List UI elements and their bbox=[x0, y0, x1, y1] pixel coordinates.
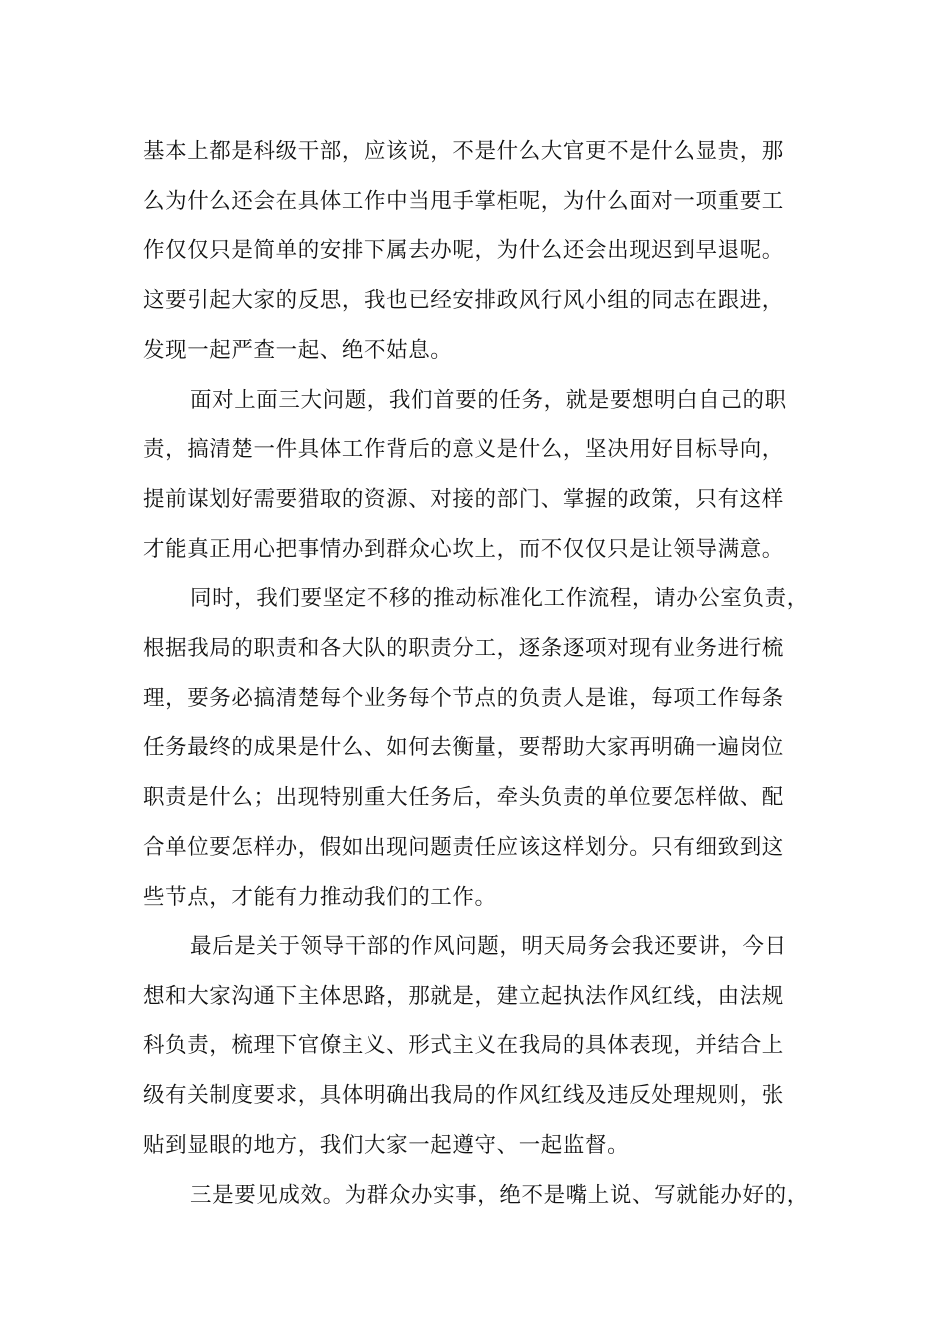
text-line: 基本上都是科级干部，应该说，不是什么大官更不是什么显贵，那 bbox=[143, 139, 784, 164]
text-line: 职责是什么；出现特别重大任务后，牵头负责的单位要怎样做、配 bbox=[143, 785, 784, 810]
text-line: 才能真正用心把事情办到群众心坎上，而不仅仅只是让领导满意。 bbox=[143, 537, 784, 562]
text-line: 合单位要怎样办，假如出现问题责任应该这样划分。只有细致到这 bbox=[143, 835, 784, 860]
text-line: 根据我局的职责和各大队的职责分工，逐条逐项对现有业务进行梳 bbox=[143, 636, 784, 661]
text-line: 贴到显眼的地方，我们大家一起遵守、一起监督。 bbox=[143, 1133, 630, 1158]
text-line: 责，搞清楚一件具体工作背后的意义是什么，坚决用好目标导向， bbox=[143, 437, 784, 462]
paragraph-first-line: 最后是关于领导干部的作风问题，明天局务会我还要讲，今日 bbox=[190, 934, 787, 959]
text-line: 发现一起严查一起、绝不姑息。 bbox=[143, 338, 453, 363]
text-line: 么为什么还会在具体工作中当甩手掌柜呢，为什么面对一项重要工 bbox=[143, 189, 784, 214]
text-line: 任务最终的成果是什么、如何去衡量，要帮助大家再明确一遍岗位 bbox=[143, 735, 784, 760]
text-line: 级有关制度要求，具体明确出我局的作风红线及违反处理规则，张 bbox=[143, 1083, 784, 1108]
text-line: 作仅仅只是简单的安排下属去办呢，为什么还会出现迟到早退呢。 bbox=[143, 238, 784, 263]
text-line: 这要引起大家的反思，我也已经安排政风行风小组的同志在跟进， bbox=[143, 288, 784, 313]
paragraph-first-line: 面对上面三大问题，我们首要的任务，就是要想明白自己的职 bbox=[190, 388, 787, 413]
text-line: 些节点，才能有力推动我们的工作。 bbox=[143, 885, 497, 910]
text-line: 提前谋划好需要猎取的资源、对接的部门、掌握的政策，只有这样 bbox=[143, 487, 784, 512]
text-line: 科负责，梳理下官僚主义、形式主义在我局的具体表现，并结合上 bbox=[143, 1033, 784, 1058]
paragraph-first-line: 同时，我们要坚定不移的推动标准化工作流程，请办公室负责， bbox=[190, 586, 809, 611]
paragraph-first-line: 三是要见成效。为群众办实事，绝不是嘴上说、写就能办好的， bbox=[190, 1183, 809, 1208]
text-line: 理，要务必搞清楚每个业务每个节点的负责人是谁，每项工作每条 bbox=[143, 686, 784, 711]
text-line: 想和大家沟通下主体思路，那就是，建立起执法作风红线，由法规 bbox=[143, 984, 784, 1009]
